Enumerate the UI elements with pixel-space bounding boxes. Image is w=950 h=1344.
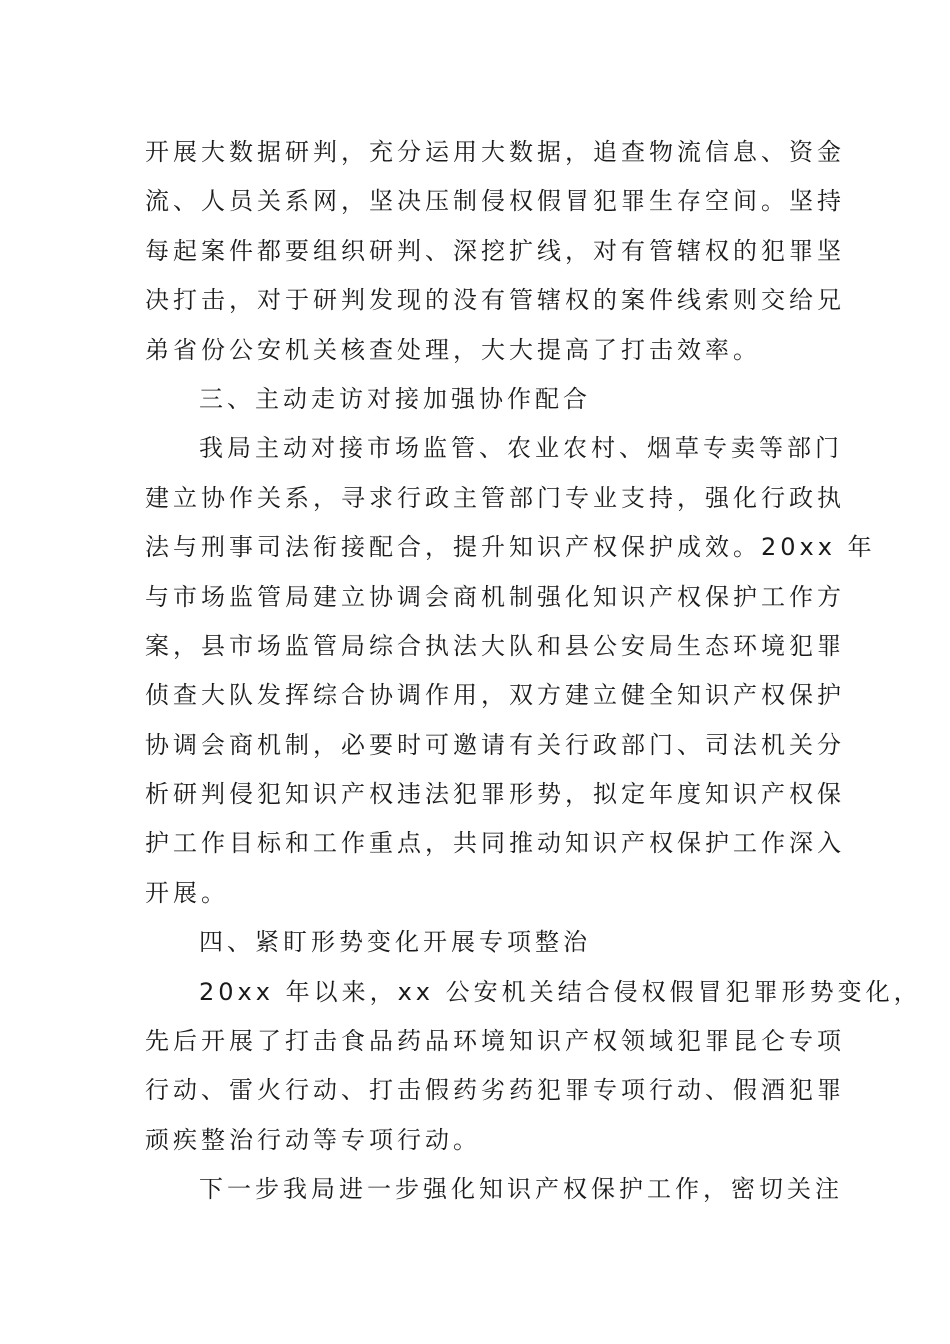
paragraph-line: 行动、雷火行动、打击假药劣药犯罪专项行动、假酒犯罪 <box>145 1076 845 1105</box>
paragraph-line: 先后开展了打击食品药品环境知识产权领域犯罪昆仑专项 <box>145 1027 845 1056</box>
paragraph-line: 下一步我局进一步强化知识产权保护工作，密切关注 <box>199 1175 843 1204</box>
document-body <box>145 128 922 1215</box>
paragraph-line: 建立协作关系，寻求行政主管部门专业支持，强化行政执 <box>145 483 845 512</box>
paragraph-line: 开展。 <box>145 878 229 907</box>
paragraph-line: 开展大数据研判，充分运用大数据，追查物流信息、资金 <box>145 138 845 166</box>
paragraph-line: 20xx 年以来，xx 公安机关结合侵权假冒犯罪形势变化， <box>199 977 922 1006</box>
paragraph-line: 我局主动对接市场监管、农业农村、烟草专卖等部门 <box>199 434 843 463</box>
paragraph-line: 侦查大队发挥综合协调作用，双方建立健全知识产权保护 <box>145 681 845 710</box>
paragraph-line: 协调会商机制，必要时可邀请有关行政部门、司法机关分 <box>145 730 845 759</box>
paragraph-line: 弟省份公安机关核查处理，大大提高了打击效率。 <box>145 335 761 364</box>
paragraph-line: 流、人员关系网，坚决压制侵权假冒犯罪生存空间。坚持 <box>145 187 845 216</box>
section-heading-4: 四、紧盯形势变化开展专项整治 <box>199 928 591 957</box>
paragraph-line: 决打击，对于研判发现的没有管辖权的案件线索则交给兄 <box>145 286 845 315</box>
paragraph-line: 护工作目标和工作重点，共同推动知识产权保护工作深入 <box>145 829 845 858</box>
paragraph-line: 法与刑事司法衔接配合，提升知识产权保护成效。20xx 年 <box>145 533 876 562</box>
paragraph-line: 与市场监管局建立协调会商机制强化知识产权保护工作方 <box>145 582 845 611</box>
paragraph-line: 每起案件都要组织研判、深挖扩线，对有管辖权的犯罪坚 <box>145 236 845 265</box>
paragraph-line: 顽疾整治行动等专项行动。 <box>145 1125 481 1154</box>
section-heading-3: 三、主动走访对接加强协作配合 <box>199 384 591 413</box>
paragraph-line: 析研判侵犯知识产权违法犯罪形势，拟定年度知识产权保 <box>145 780 845 809</box>
paragraph-line: 案，县市场监管局综合执法大队和县公安局生态环境犯罪 <box>145 631 845 660</box>
